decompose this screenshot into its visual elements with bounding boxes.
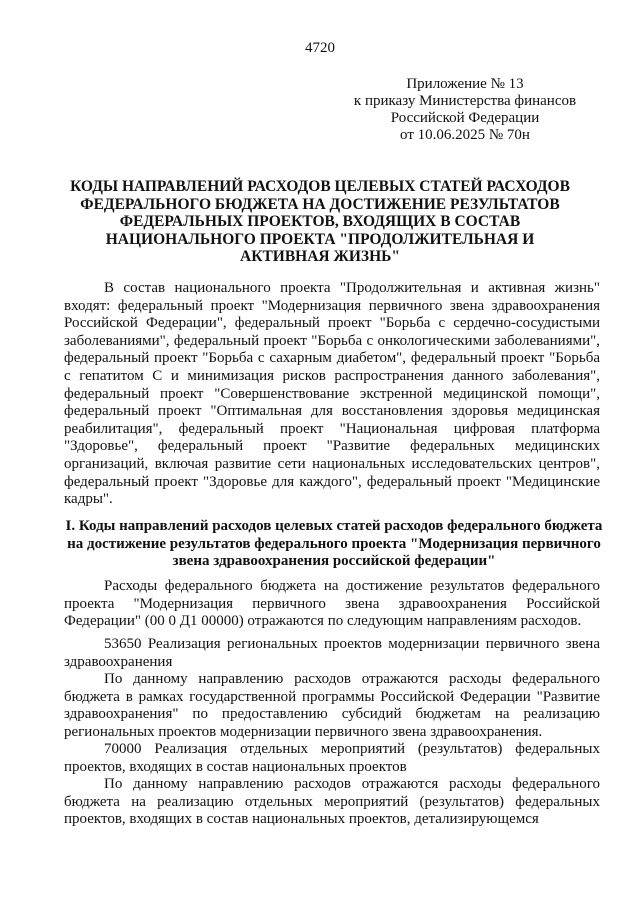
appendix-line-3: Российской Федерации [390,110,540,126]
page-number: 4720 [305,40,335,56]
section-1-title: I. Коды направлений расходов целевых статей расходов федерального бюджета на достижение результатов федерального проекта "Модернизация первичного звена здравоохранения российской федерации" [65,518,603,569]
appendix-line-2: к приказу Министерства финансов [353,93,577,109]
document-title: КОДЫ НАПРАВЛЕНИЙ РАСХОДОВ ЦЕЛЕВЫХ СТАТЕЙ РАСХОДОВ ФЕДЕРАЛЬНОГО БЮДЖЕТА НА ДОСТИЖЕНИЕ РЕЗУЛЬТАТОВ ФЕДЕРАЛЬНЫХ ПРОЕКТОВ, ВХОДЯЩИХ В СОСТАВ НАЦИОНАЛЬНОГО ПРОЕКТА "ПРОДОЛЖИТЕЛЬНАЯ И АКТИВНАЯ ЖИЗНЬ" [70,178,570,265]
appendix-header [330,76,600,144]
section-1-paragraph-2: 53650 Реализация региональных проектов модернизации первичного звена здравоохранения [64,636,600,670]
section-1-paragraph-4: 70000 Реализация отдельных мероприятий (результатов) федеральных проектов, входящих в состав национальных проектов [64,741,600,775]
section-1-paragraph-3: По данному направлению расходов отражаются расходы федерального бюджета в рамках государственной программы Российской Федерации "Развитие здравоохранения" по предоставлению субсидий бюджетам на реализацию региональных проектов модернизации первичного звена здравоохранения. [64,671,600,740]
appendix-line-1: Приложение № 13 [406,76,524,92]
section-1-paragraph-1: Расходы федерального бюджета на достижение результатов федерального проекта "Модернизация первичного звена здравоохранения Российской Федерации" (00 0 Д1 00000) отражаются по следующим направлениям расходов. [64,578,600,630]
appendix-line-4: от 10.06.2025 № 70н [400,127,530,143]
intro-paragraph: В состав национального проекта "Продолжительная и активная жизнь" входят: федеральный проект "Модернизация первичного звена здравоохранения Российской Федерации", федеральный проект "Борьба с сердечно-сосудистыми заболеваниями", федеральный проект "Борьба с онкологическими заболеваниями", федеральный проект "Борьба с сахарным диабетом", федеральный проект "Борьба с гепатитом С и минимизация рисков распространения данного заболевания", федеральный проект "Совершенствование экстренной медицинской помощи", федеральный проект "Оптимальная для восстановления здоровья медицинская реабилитация", федеральный проект "Национальная цифровая платформа "Здоровье", федеральный проект "Развитие федеральных медицинских организаций, включая развитие сети национальных исследовательских центров", федеральный проект "Здоровье для каждого", федеральный проект "Медицинские кадры". [64,280,600,508]
section-1-paragraph-5: По данному направлению расходов отражаются расходы федерального бюджета на реализацию отдельных мероприятий (результатов) федеральных проектов, входящих в состав национальных проектов, детализирующемся [64,776,600,828]
